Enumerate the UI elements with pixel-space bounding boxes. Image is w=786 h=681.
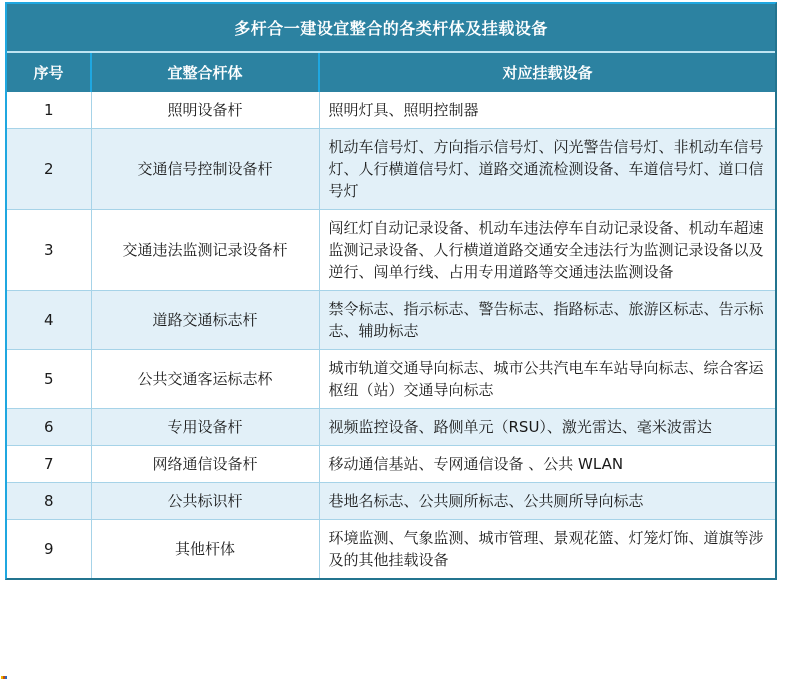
pole-type-cell: 交通违法监测记录设备杆 — [91, 210, 319, 291]
pole-type-cell: 网络通信设备杆 — [91, 446, 319, 483]
table-row — [7, 210, 775, 291]
poles-table — [7, 4, 775, 578]
row-number-cell: 5 — [7, 350, 91, 409]
table-row — [7, 129, 775, 210]
table-row — [7, 291, 775, 350]
row-number-cell: 6 — [7, 409, 91, 446]
row-number-cell: 2 — [7, 129, 91, 210]
pole-type-cell: 其他杆体 — [91, 520, 319, 579]
pole-type-cell: 公共标识杆 — [91, 483, 319, 520]
table-row — [7, 92, 775, 129]
row-number-cell: 9 — [7, 520, 91, 579]
mounted-devices-cell: 禁令标志、指示标志、警告标志、指路标志、旅游区标志、告示标志、辅助标志 — [319, 291, 775, 350]
table-header-row — [7, 52, 775, 92]
row-number-cell: 8 — [7, 483, 91, 520]
table-row — [7, 350, 775, 409]
row-number-cell: 3 — [7, 210, 91, 291]
pole-type-cell: 照明设备杆 — [91, 92, 319, 129]
column-header-pole-type: 宜整合杆体 — [91, 52, 319, 92]
pole-type-cell: 公共交通客运标志杯 — [91, 350, 319, 409]
table-row — [7, 483, 775, 520]
table-row — [7, 409, 775, 446]
page-corner-artifact — [1, 676, 7, 679]
table-row — [7, 520, 775, 579]
mounted-devices-cell: 巷地名标志、公共厕所标志、公共厕所导向标志 — [319, 483, 775, 520]
row-number-cell: 4 — [7, 291, 91, 350]
table-title-row — [7, 4, 775, 52]
row-number-cell: 1 — [7, 92, 91, 129]
pole-type-cell: 交通信号控制设备杆 — [91, 129, 319, 210]
pole-type-cell: 道路交通标志杆 — [91, 291, 319, 350]
column-header-no: 序号 — [7, 52, 91, 92]
mounted-devices-cell: 闯红灯自动记录设备、机动车违法停车自动记录设备、机动车超速监测记录设备、人行横道道路交通安全违法行为监测记录设备以及逆行、闯单行线、占用专用道路等交通违法监测设备 — [319, 210, 775, 291]
mounted-devices-cell: 照明灯具、照明控制器 — [319, 92, 775, 129]
mounted-devices-cell: 移动通信基站、专网通信设备 、公共 WLAN — [319, 446, 775, 483]
column-header-mounted-devices: 对应挂载设备 — [319, 52, 775, 92]
row-number-cell: 7 — [7, 446, 91, 483]
mounted-devices-cell: 环境监测、气象监测、城市管理、景观花篮、灯笼灯饰、道旗等涉及的其他挂载设备 — [319, 520, 775, 579]
mounted-devices-cell: 城市轨道交通导向标志、城市公共汽电车车站导向标志、综合客运枢纽（站）交通导向标志 — [319, 350, 775, 409]
mounted-devices-cell: 视频监控设备、路侧单元（RSU）、激光雷达、毫米波雷达 — [319, 409, 775, 446]
pole-type-cell: 专用设备杆 — [91, 409, 319, 446]
table-body — [7, 92, 775, 578]
mounted-devices-cell: 机动车信号灯、方向指示信号灯、闪光警告信号灯、非机动车信号灯、人行横道信号灯、道路交通流检测设备、车道信号灯、道口信号灯 — [319, 129, 775, 210]
table-row — [7, 446, 775, 483]
poles-table-container — [5, 2, 777, 580]
table-title: 多杆合一建设宜整合的各类杆体及挂载设备 — [7, 4, 775, 52]
